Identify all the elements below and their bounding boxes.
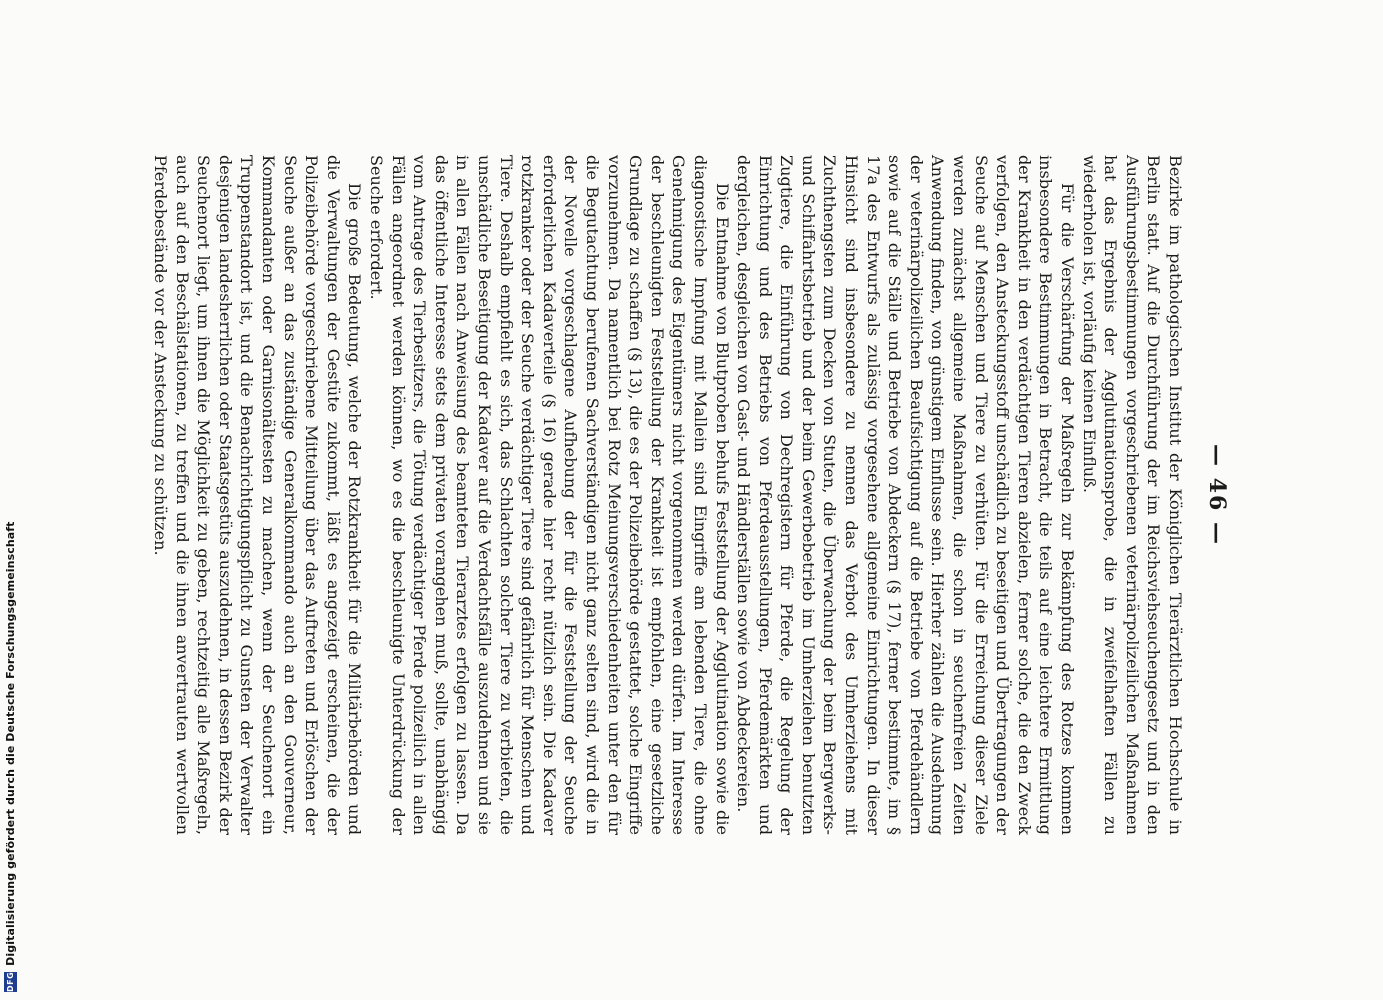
paragraph-2: Für die Verschärfung der Maßregeln zur Bekämpfung des Rotzes kommen insbesondere Bestimmungen in Betracht, die teils auf eine leichtere Ermittlung der Krankheit in den verdächtigen Tieren abzielen, ferner solche, die den Zweck verfolgen, den Ansteckungsstoff unschädlich zu beseitigen und Übertragungen der Seuche auf Menschen und Tiere zu verhüten. Für die Erreichung dieser Ziele werden zunächst allgemeine Maßnahmen, die schon in seuchenfreien Zeiten Anwendung finden, von günstigem Einflusse sein. Hierher zählen die Ausdehnung der veterinärpolizeilichen Beaufsichtigung auf die Betriebe von Pferdehändlern sowie auf die Ställe und Betriebe von Abdeckern (§ 17), ferner bestimmte, im § 17a des Entwurfs als zulässig vorgesehene allgemeine Einrichtungen. In dieser Hinsicht sind insbesondere zu nennen das Verbot des Umherziehens mit Zuchthengsten zum Decken von Stuten, die Überwachung der beim Bergwerks- und Schiffahrtsbetrieb und der beim Gewerbebetrieb im Umherziehen benutzten Zugtiere, die Einführung von Dechregistern für Pferde, die Regelung der Einrichtung und des Betriebs von Pferdeausstellungen, Pferdemärkten und dergleichen, desgleichen von Gast- und Händlerställen sowie von Abdeckereien. [734,155,1078,835]
rotated-text-area [100,155,1230,835]
dfg-logo-icon: DFG [5,971,15,992]
paragraph-4: Die große Bedeutung, welche der Rotzkrankheit für die Militärbehörden und die Verwaltungen der Gestüte zukommt, läßt es angezeigt erscheinen, die der Polizeibehörde vorgeschriebene Mitteilung über das Auftreten und Erlöschen der Seuche außer an das zuständige Generalkommando auch an den Gouverneur, Kommandanten oder Garnisonältesten zu machen, wenn der Seuchenort ein Truppenstandort ist, und die Benachrichtigungspflicht zu Gunsten der Verwalter desjenigen landesherrlichen oder Staatsgestüts auszudehnen, in dessen Bezirk der Seuchenort liegt, um ihnen die Möglichkeit zu geben, rechtzeitig alle Maßregeln, auch auf den Beschälstationen, zu treffen und die ihnen anvertrauten wertvollen Pferdebestände vor der Ansteckung zu schützen. [151,155,365,835]
paragraph-1: Bezirke im pathologischen Institut der Königlichen Tierärztlichen Hochschule in Berlin statt. Auf die Durchführung der im Reichsviehseuchengesetz und in den Ausführungsbestimmungen vorgeschriebenen veterinärpolizeilichen Maßnahmen hat das Ergebnis der Agglutinationsprobe, die in zweifelhaften Fällen zu wiederholen ist, vorläufig keinen Einfluß. [1079,155,1185,835]
paragraph-3: Die Entnahme von Blutproben behufs Feststellung der Agglutination sowie die diagnostische Impfung mit Mallein sind Eingriffe am lebenden Tiere, die ohne Genehmigung des Eigentümers nicht vorgenommen werden dürfen. Im Interesse der beschleunigten Feststellung der Krankheit ist empfohlen, eine gesetzliche Grundlage zu schaffen (§ 13), die es der Polizeibehörde gestattet, solche Eingriffe vorzunehmen. Da namentlich bei Rotz Meinungsverschiedenheiten unter den für die Begutachtung berufenen Sachverständigen nicht ganz selten sind, wird die in der Novelle vorgeschlagene Aufhebung der für die Feststellung der Seuche erforderlichen Kadaverteile (§ 16) gerade hier recht nützlich sein. Die Kadaver rotzkranker oder der Seuche verdächtiger Tiere sind gefährlich für Menschen und Tiere. Deshalb empfiehlt es sich, das Schlachten solcher Tiere zu verbieten, die unschädliche Beseitigung der Kadaver auf die Verdachtsfälle auszudehnen und sie in allen Fällen nach Anweisung des beamteten Tierarztes erfolgen zu lassen. Da das öffentliche Interesse stets dem privaten vorangehen muß, sollte, unabhängig vom Antrage des Tierbesitzers, die Tötung verdächtiger Pferde polizeilich in allen Fällen angeordnet werden können, wo es die beschleunigte Unterdrückung der Seuche erfordert. [367,155,732,835]
digitization-notice-text: Digitalisierung gefördert durch die Deutsche Forschungsgemeinschaft [3,521,17,966]
page-number: — 46 — [1204,444,1230,546]
page-content [100,155,1230,835]
digitization-notice [0,521,20,1000]
